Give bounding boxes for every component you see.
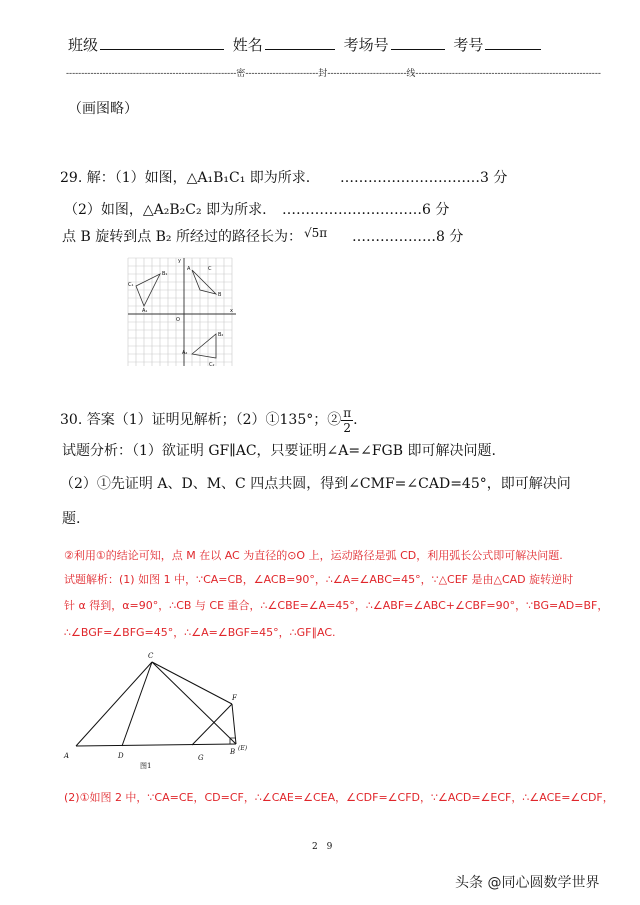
fig-label-e: (E) <box>238 745 248 752</box>
room-label: 考场号 <box>343 36 389 54</box>
fig-label-c: C <box>148 652 154 660</box>
label-c: C <box>208 266 212 272</box>
fig-label-d: D <box>118 752 124 760</box>
name-label: 姓名 <box>232 36 263 54</box>
figure-1-geometry <box>60 646 260 772</box>
exam-header <box>68 34 545 55</box>
label-a: A <box>187 266 191 272</box>
seal-dashes: -------------------------------------------------------- <box>66 69 237 79</box>
coordinate-grid-figure <box>126 256 238 368</box>
fig-label-a: A <box>64 752 70 760</box>
label-a2: A₂ <box>182 350 188 356</box>
seal-dashes: -------------------------- <box>327 69 407 79</box>
q30-analysis-1: 试题分析：（1）欲证明 GF∥AC，只要证明∠A=∠FGB 即可解决问题. <box>62 443 496 459</box>
watermark-text: 头条 @同心圆数学世界 <box>455 875 600 891</box>
page-number: 2 9 <box>312 842 336 852</box>
q29-score1: …………………………3 分 <box>340 170 508 186</box>
seal-char-xian: 线 <box>406 69 416 79</box>
q30-line1 <box>60 400 358 440</box>
q30-red-line4: ∴∠BGF=∠BFG=45°，∴∠A=∠BGF=45°，∴GF∥AC. <box>64 626 336 639</box>
segment-cd <box>122 662 152 746</box>
q30-red-line5: (2)①如图 2 中，∵CA=CE，CD=CF，∴∠CAE=∠CEA，∠CDF=∠CFD，∵∠ACD=∠ECF，∴∠ACE=∠CDF， <box>64 791 614 804</box>
q30-analysis-3: 题. <box>62 511 81 527</box>
q29-path-length: √5π <box>304 226 328 240</box>
label-c2: C₂ <box>209 362 215 368</box>
q30-red-line3: 针 α 得到，α=90°，∴CB 与 CE 重合，∴∠CBE=∠A=45°，∴∠ABF=∠ABC+∠CBF=90°，∵BG=AD=BF， <box>64 599 609 612</box>
q29-line1: 29. 解：（1）如图，△A₁B₁C₁ 即为所求. <box>60 170 311 186</box>
segment-ac <box>76 662 152 746</box>
fig-label-b: B <box>230 748 236 756</box>
q30-red-line2: 试题解析：(1) 如图 1 中，∵CA=CB，∠ACB=90°，∴∠A=∠ABC=45°，∵△CEF 是由△CAD 旋转逆时 <box>64 573 574 586</box>
seal-dashes: ------------------------ <box>245 69 319 79</box>
q29-line3: 点 B 旋转到点 B₂ 所经过的路径长为： <box>62 229 302 245</box>
q30-analysis-2: （2）①先证明 A、D、M、C 四点共圆，得到∠CMF=∠CAD=45°，即可解决问 <box>60 476 571 492</box>
q30-answer-text: 30. 答案（1）证明见解析；（2）①135°；② <box>60 412 342 428</box>
name-blank <box>265 35 335 50</box>
q30-answer-end: . <box>353 412 358 428</box>
segment-ab <box>76 744 236 746</box>
seal-char-feng: 封 <box>318 69 328 79</box>
label-c1: C₁ <box>128 282 134 288</box>
q29-score2: …………………………6 分 <box>282 202 450 218</box>
room-blank <box>391 35 445 50</box>
fraction-numerator: π <box>343 405 352 420</box>
fig-label-g: G <box>198 754 204 762</box>
number-blank <box>485 35 541 50</box>
q30-red-line1: ②利用①的结论可知，点 M 在以 AC 为直径的⊙O 上，运动路径是弧 CD，利用弧长公式即可解决问题. <box>64 549 563 562</box>
number-label: 考号 <box>453 36 484 54</box>
fig-label-f: F <box>232 694 237 702</box>
seal-char-mi: 密 <box>236 69 246 79</box>
seal-line <box>66 66 601 79</box>
seal-dashes: ------------------------------------------------------------- <box>415 69 601 79</box>
segment-fg <box>192 704 232 745</box>
class-label: 班级 <box>68 36 99 54</box>
label-b1: B₁ <box>162 271 168 277</box>
class-blank <box>100 35 224 50</box>
origin-label: O <box>176 317 180 323</box>
q29-score3: ………………8 分 <box>352 229 464 245</box>
label-b2: B₂ <box>218 332 224 338</box>
fig-caption: 图1 <box>140 762 152 770</box>
y-axis-label: y <box>178 258 181 264</box>
q29-line2: （2）如图，△A₂B₂C₂ 即为所求. <box>64 202 267 218</box>
x-axis-label: x <box>230 308 233 314</box>
label-a1: A₁ <box>142 308 148 314</box>
label-b: B <box>218 292 222 298</box>
segment-cf <box>152 662 232 704</box>
q30-fraction <box>341 406 353 435</box>
segment-cb <box>152 662 236 744</box>
prev-answer: （画图略） <box>68 101 138 117</box>
fraction-denominator: 2 <box>343 420 352 435</box>
